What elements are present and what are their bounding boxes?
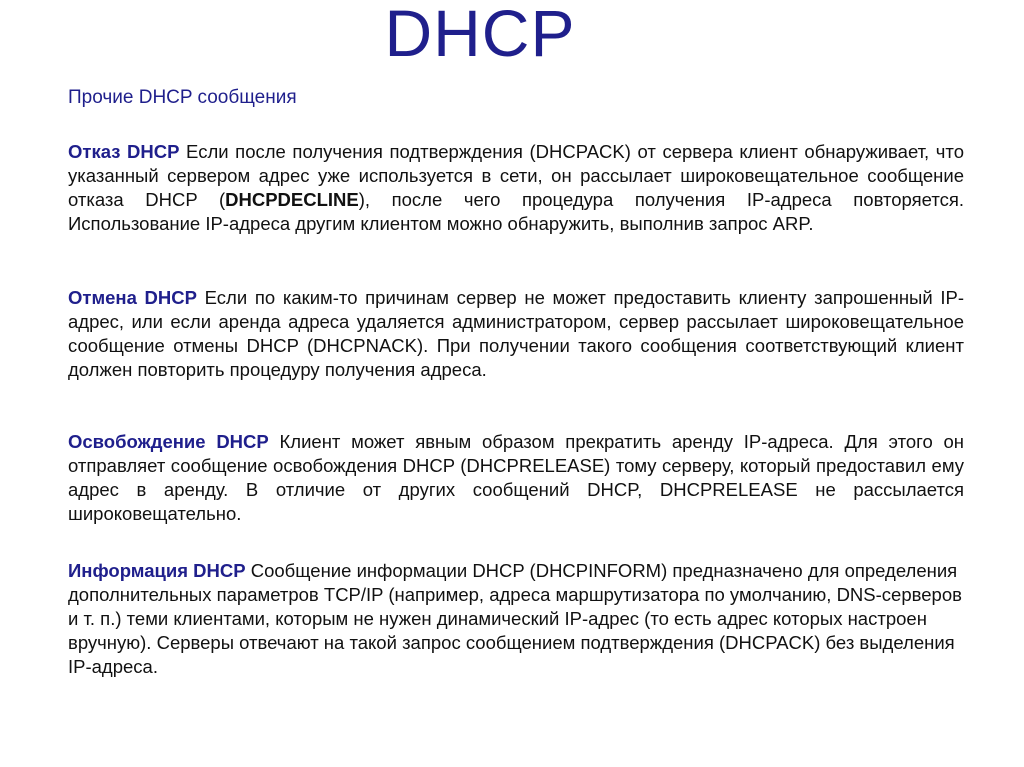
paragraph-nack xyxy=(68,286,964,382)
paragraph-decline-lead: Отказ DHCP xyxy=(68,141,180,162)
paragraph-decline-text-1: Если после получения подтверждения (DHCPACK) от сервера клиент обнаруживает, что указанный сервером адрес уже используется в сети, он рассылает широковещательное сообщение отказа DHCP ( xyxy=(68,141,964,210)
paragraph-decline xyxy=(68,140,964,236)
paragraph-decline-text-2: ), после чего процедура получения IP-адреса повторяется. Использование IP-адреса другим клиентом можно обнаружить, выполнив запрос ARP. xyxy=(68,189,964,234)
paragraph-nack-lead: Отмена DHCP xyxy=(68,287,197,308)
paragraph-release xyxy=(68,430,964,526)
paragraph-inform-text: Сообщение информации DHCP (DHCPINFORM) предназначено для определения дополнительных параметров TCP/IP (например, адреса маршрутизатора по умолчанию, DNS-серверов и т. п.) теми клиентами, которым не нужен динамический IP-адрес (то есть адрес которых настроен вручную). Серверы отвечают на такой запрос сообщением подтверждения (DHCPACK) без выделения IP-адреса. xyxy=(68,560,962,677)
slide-subtitle: Прочие DHCP сообщения xyxy=(68,87,297,108)
paragraph-inform xyxy=(68,559,964,679)
paragraph-release-text: Клиент может явным образом прекратить аренду IP-адреса. Для этого он отправляет сообщение освобождения DHCP (DHCPRELEASE) тому серверу, который предоставил ему адрес в аренду. В отличие от других сообщений DHCP, DHCPRELEASE не рассылается широковещательно. xyxy=(68,431,965,524)
paragraph-decline-highlight: DHCPDECLINE xyxy=(225,189,359,210)
slide-title: DHCP xyxy=(384,0,576,70)
paragraph-release-lead: Освобождение DHCP xyxy=(68,431,269,452)
paragraph-nack-text: Если по каким-то причинам сервер не может предоставить клиенту запрошенный IP-адрес, или если аренда адреса удаляется администратором, сервер рассылает широковещательное сообщение отмены DHCP (DHCPNACK). При получении такого сообщения соответствующий клиент должен повторить процедуру получения адреса. xyxy=(68,287,964,380)
paragraph-inform-lead: Информация DHCP xyxy=(68,560,246,581)
